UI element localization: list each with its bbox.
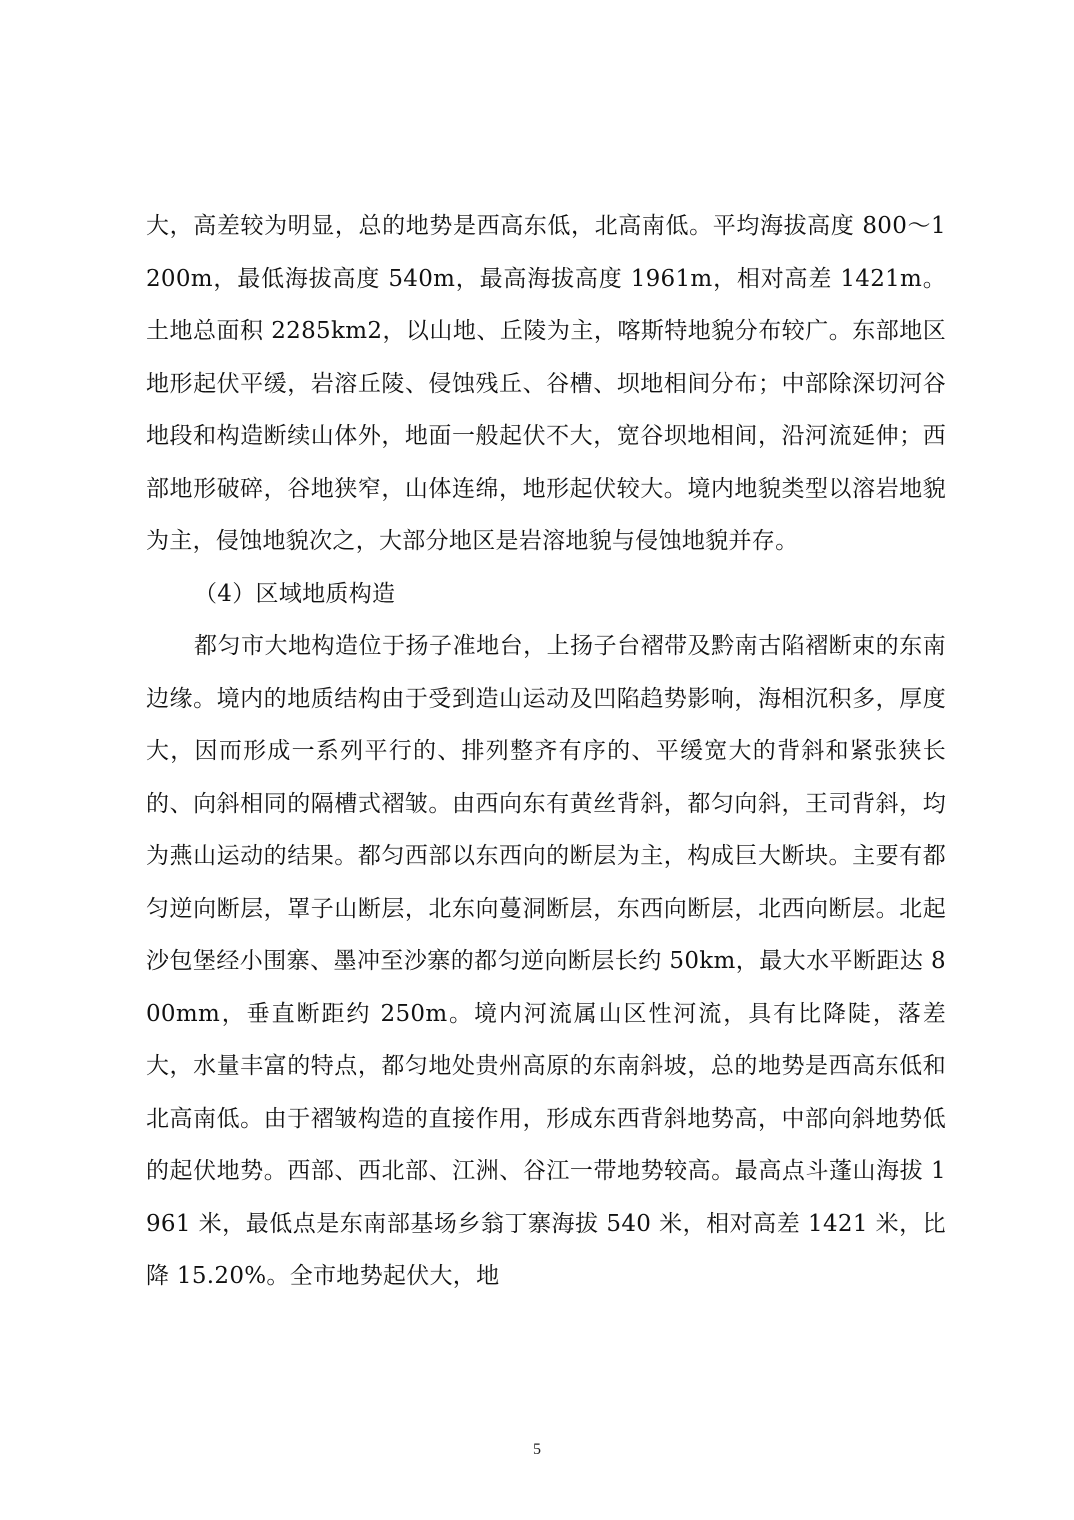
- continued-paragraph: 大，高差较为明显，总的地势是西高东低，北高南低。平均海拔高度 800～1200m，最低海拔高度 540m，最高海拔高度 1961m，相对高差 1421m。土地总面积 2285km2，以山地、丘陵为主，喀斯特地貌分布较广。东部地区地形起伏平缓，岩溶丘陵、侵蚀残丘、谷槽、坝地相间分布；中部除深切河谷地段和构造断续山体外，地面一般起伏不大，宽谷坝地相间，沿河流延伸；西部地形破碎，谷地狭窄，山体连绵，地形起伏较大。境内地貌类型以溶岩地貌为主，侵蚀地貌次之，大部分地区是岩溶地貌与侵蚀地貌并存。: [146, 213, 946, 554]
- page-number: 5: [533, 1441, 541, 1458]
- section-paragraph: 都匀市大地构造位于扬子准地台，上扬子台褶带及黔南古陷褶断束的东南边缘。境内的地质结构由于受到造山运动及凹陷趋势影响，海相沉积多，厚度大，因而形成一系列平行的、排列整齐有序的、平缓宽大的背斜和紧张狭长的、向斜相同的隔槽式褶皱。由西向东有黄丝背斜，都匀向斜，王司背斜，均为燕山运动的结果。都匀西部以东西向的断层为主，构成巨大断块。主要有都匀逆向断层，罩子山断层，北东向蔓洞断层，东西向断层，北西向断层。北起沙包堡经小围寨、墨冲至沙寨的都匀逆向断层长约 50km，最大水平断距达 800mm，垂直断距约 250m。境内河流属山区性河流，具有比降陡，落差大，水量丰富的特点，都匀地处贵州高原的东南斜坡，总的地势是西高东低和北高南低。由于褶皱构造的直接作用，形成东西背斜地势高，中部向斜地势低的起伏地势。西部、西北部、江洲、谷江一带地势较高。最高点斗蓬山海拔 1961 米，最低点是东南部基场乡翁丁寨海拔 540 米，相对高差 1421 米，比降 15.20%。全市地势起伏大，地: [146, 633, 946, 1289]
- body-text: [146, 200, 946, 1303]
- section-heading: （4）区域地质构造: [194, 580, 396, 607]
